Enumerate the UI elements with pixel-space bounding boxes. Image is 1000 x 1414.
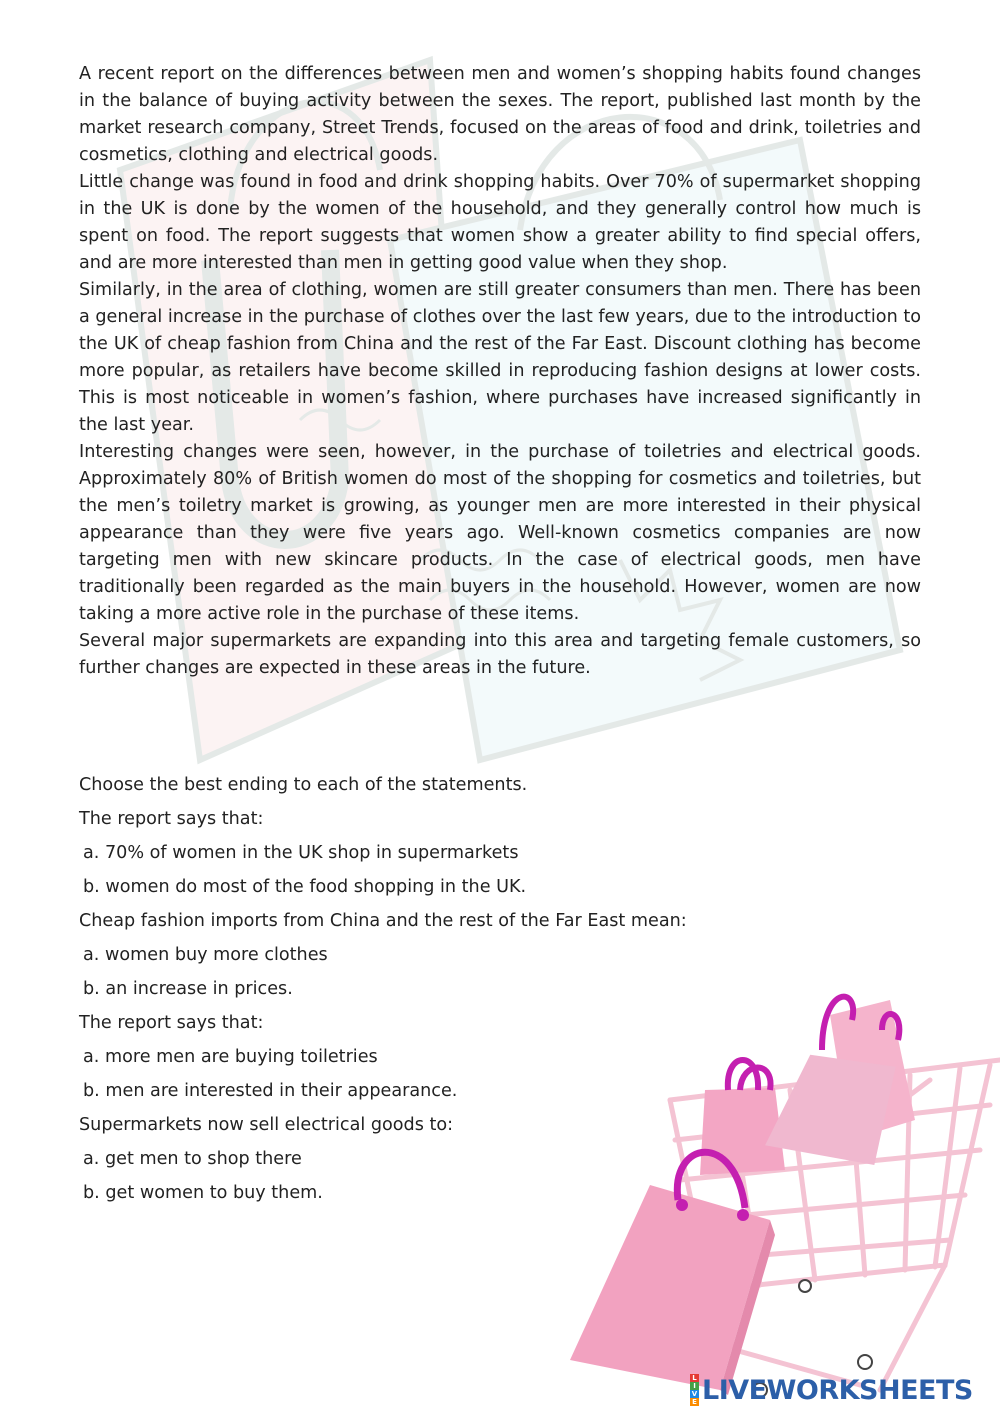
cart-wheel (858, 1355, 872, 1369)
answer-option[interactable]: a. 70% of women in the UK shop in supermarkets (83, 843, 519, 863)
answer-option[interactable]: b. women do most of the food shopping in the UK. (83, 877, 527, 897)
question-stem: The report says that: (79, 809, 264, 829)
answer-option[interactable]: b. men are interested in their appearance. (83, 1081, 458, 1101)
answer-option[interactable]: b. get women to buy them. (83, 1183, 323, 1203)
article-text (79, 61, 921, 682)
logo-letter: V (691, 1390, 698, 1398)
article-paragraph: Interesting changes were seen, however, in the purchase of toiletries and electrical goods. Approximately 80% of British women do most of the shopping for cosmetics and toiletries, but the men’s toiletry market is growing, as younger men are more interested in their physical appearance than they were five years ago. Well-known cosmetics companies are now targeting men with new skincare products. In the case of electrical goods, men have traditionally been regarded as the main buyers in the household. However, women are now taking a more active role in the purchase of these items. (79, 442, 921, 624)
article-paragraph: Little change was found in food and drink shopping habits. Over 70% of supermarket shopping in the UK is done by the women of the household, and they generally control how much is spent on food. The report suggests that women show a greater ability to find special offers, and are more interested than men in getting good value when they shop. (79, 172, 921, 273)
bag-grommet (737, 1209, 749, 1221)
liveworksheets-logo (690, 1373, 973, 1407)
logo-letter: L (690, 1374, 699, 1382)
logo-live-badge (690, 1374, 699, 1406)
shopping-cart-illustration (560, 990, 1000, 1414)
logo-letter: I (690, 1382, 699, 1390)
answer-option[interactable]: a. more men are buying toiletries (83, 1047, 378, 1067)
question-stem: Supermarkets now sell electrical goods to: (79, 1115, 454, 1135)
exercise-instruction: Choose the best ending to each of the statements. (79, 775, 528, 795)
article-paragraph: A recent report on the differences between men and women’s shopping habits found changes in the balance of buying activity between the sexes. The report, published last month by the market research company, Street Trends, focused on the areas of food and drink, toiletries and cosmetics, clothing and electrical goods. (79, 64, 921, 165)
article-paragraph: Similarly, in the area of clothing, women are still greater consumers than men. There has been a general increase in the purchase of clothes over the last few years, due to the introduction to the UK of cheap fashion from China and the rest of the Far East. Discount clothing has become more popular, as retailers have become skilled in reproducing fashion designs at lower costs. This is most noticeable in women’s fashion, where purchases have increased significantly in the last year. (79, 280, 921, 435)
logo-wordmark: LIVEWORKSHEETS (702, 1374, 973, 1406)
answer-option[interactable]: b. an increase in prices. (83, 979, 293, 999)
article-paragraph: Several major supermarkets are expanding into this area and targeting female customers, so further changes are expected in these areas in the future. (79, 631, 921, 678)
question-stem: The report says that: (79, 1013, 264, 1033)
bag-grommet (676, 1199, 688, 1211)
question-stem: Cheap fashion imports from China and the rest of the Far East mean: (79, 911, 687, 931)
answer-option[interactable]: a. women buy more clothes (83, 945, 328, 965)
cart-wheel (799, 1280, 811, 1292)
answer-option[interactable]: a. get men to shop there (83, 1149, 302, 1169)
logo-letter: E (690, 1398, 699, 1406)
